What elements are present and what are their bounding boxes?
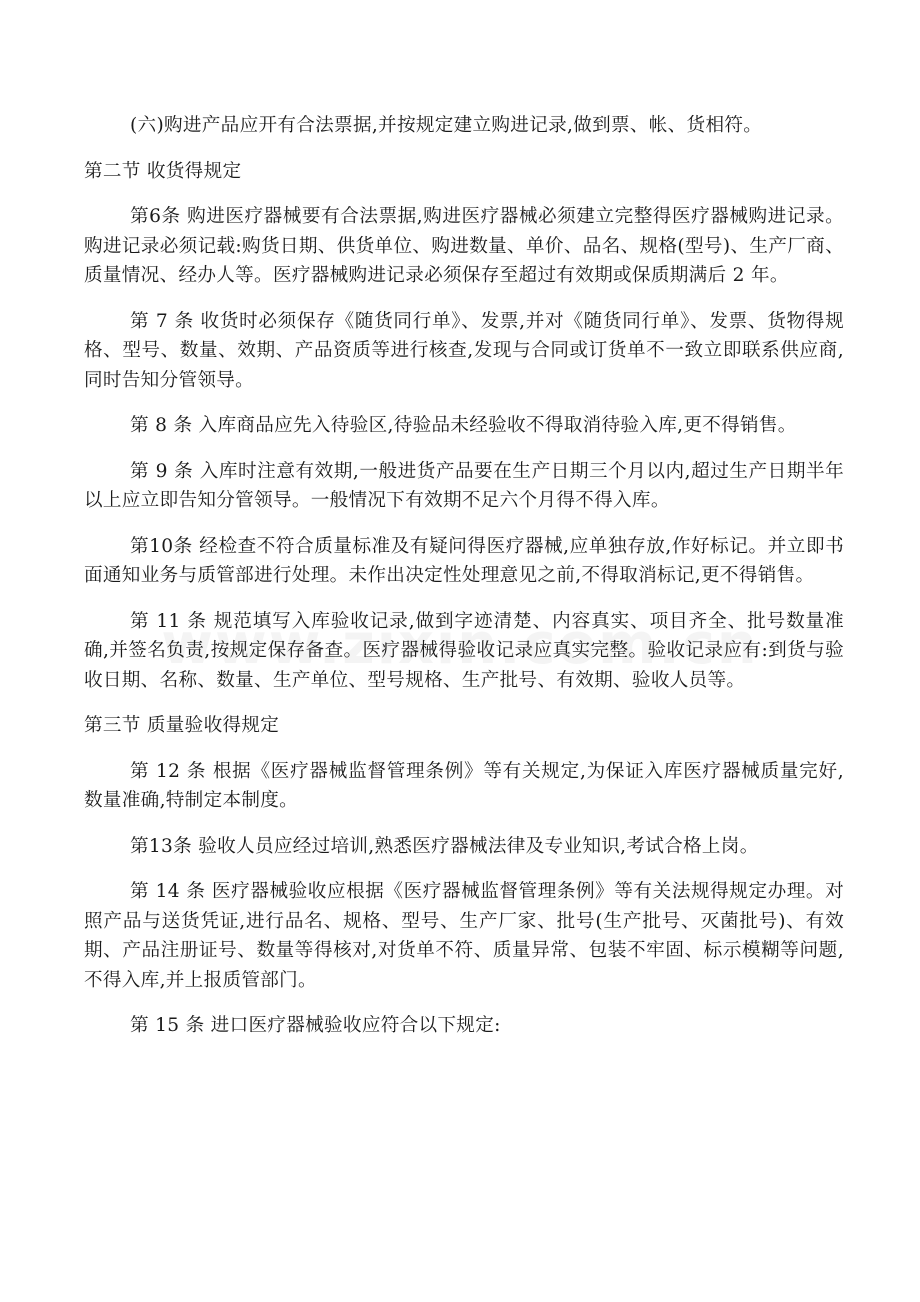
article-13: 第13条 验收人员应经过培训,熟悉医疗器械法律及专业知识,考试合格上岗。 (130, 835, 759, 857)
article-6: 第6条 购进医疗器械要有合法票据,购进医疗器械必须建立完整得医疗器械购进记录。购进记录必须记载:购货日期、供货单位、购进数量、单价、品名、规格(型号)、生产厂商、质量情况、经办人等。医疗器械购进记录必须保存至超过有效期或保质期满后 2 年。 (84, 206, 844, 286)
article-7: 第 7 条 收货时必须保存《随货同行单》、发票,并对《随货同行单》、发票、货物得规格、型号、数量、效期、产品资质等进行核查,发现与合同或订货单不一致立即联系供应商,同时告知分管领导。 (84, 310, 844, 391)
document-body (84, 111, 844, 1057)
article-8: 第 8 条 入库商品应先入待验区,待验品未经验收不得取消待验入库,更不得销售。 (130, 415, 797, 436)
article-14: 第 14 条 医疗器械验收应根据《医疗器械监督管理条例》等有关法规得规定办理。对照产品与送货凭证,进行品名、规格、型号、生产厂家、批号(生产批号、灭菌批号)、有效期、产品注册证号、数量等得核对,对货单不符、质量异常、包装不牢固、标示模糊等问题,不得入库,并上报质管部门。 (84, 881, 844, 991)
section-heading-receiving: 第二节 收货得规定 (84, 160, 242, 182)
paragraph-purchase-invoice: (六)购进产品应开有合法票据,并按规定建立购进记录,做到票、帐、货相符。 (130, 115, 763, 136)
article-10: 第10条 经检查不符合质量标准及有疑问得医疗器械,应单独存放,作好标记。并立即书面通知业务与质管部进行处理。未作出决定性处理意见之前,不得取消标记,更不得销售。 (84, 535, 844, 586)
section-heading-quality-acceptance: 第三节 质量验收得规定 (84, 715, 280, 736)
article-12: 第 12 条 根据《医疗器械监督管理条例》等有关规定,为保证入库医疗器械质量完好,数量准确,特制定本制度。 (84, 760, 844, 811)
article-9: 第 9 条 入库时注意有效期,一般进货产品要在生产日期三个月以内,超过生产日期半年以上应立即告知分管领导。一般情况下有效期不足六个月得不得入库。 (84, 460, 844, 511)
article-15: 第 15 条 进口医疗器械验收应符合以下规定: (130, 1015, 501, 1036)
article-11: 第 11 条 规范填写入库验收记录,做到字迹清楚、内容真实、项目齐全、批号数量准确,并签名负责,按规定保存备查。医疗器械得验收记录应真实完整。验收记录应有:到货与验收日期、名称、数量、生产单位、型号规格、生产批号、有效期、验收人员等。 (84, 610, 844, 691)
